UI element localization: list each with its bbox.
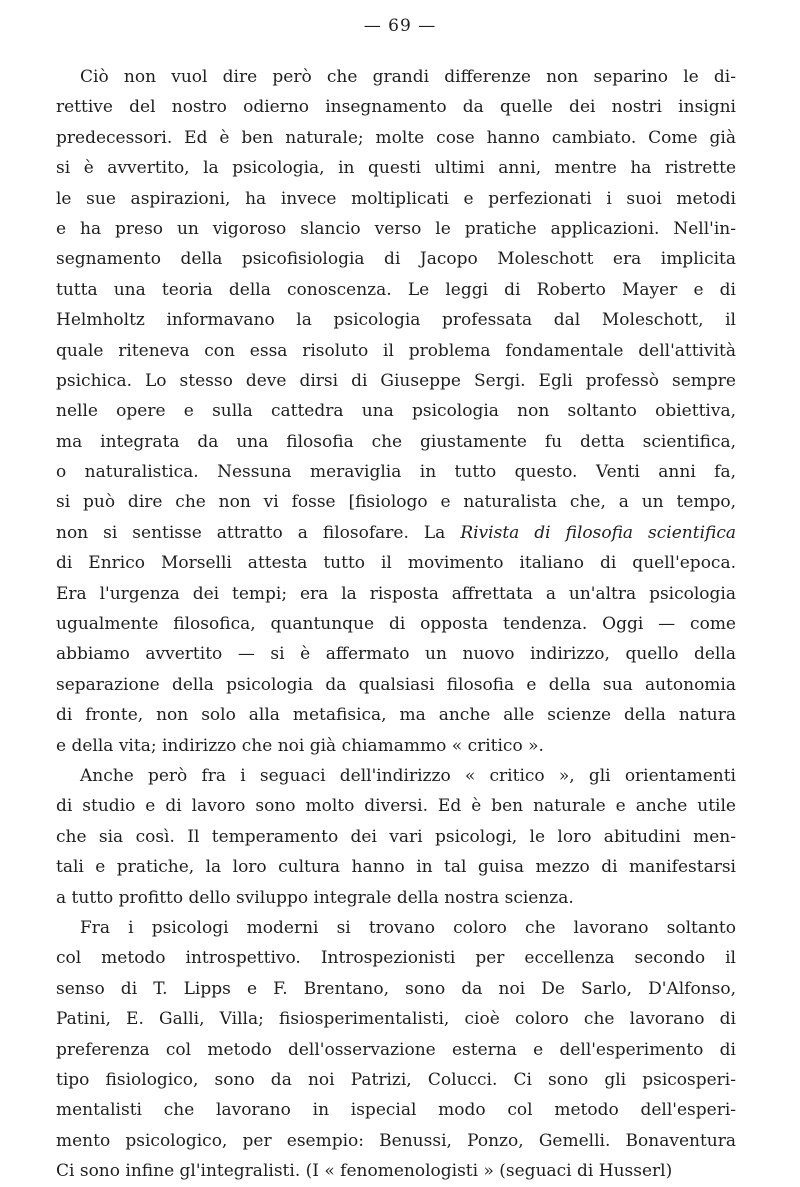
paragraph	[56, 913, 736, 1187]
line-text: che sia così. Il temperamento dei vari psicologi, le loro abitudini men-	[56, 826, 736, 847]
line-text: Patini, E. Galli, Villa; fisiosperimentalisti, cioè coloro che lavorano di	[56, 1009, 736, 1030]
text-line	[56, 153, 736, 183]
line-text: ugualmente filosofica, quantunque di opposta tendenza. Oggi — come	[56, 614, 736, 635]
text-line	[56, 518, 736, 548]
text-line	[56, 548, 736, 578]
text-line	[56, 883, 736, 913]
text-line	[56, 214, 736, 244]
text-line	[56, 609, 736, 639]
paragraph	[56, 761, 736, 913]
text-line	[56, 1156, 736, 1186]
text-line	[56, 275, 736, 305]
line-text: psichica. Lo stesso deve dirsi di Giuseppe Sergi. Egli professò sempre	[56, 370, 736, 391]
line-text: si può dire che non vi fosse [fisiologo e naturalista che, a un tempo,	[56, 492, 736, 513]
line-text: o naturalistica. Nessuna meraviglia in tutto questo. Venti anni fa,	[56, 462, 736, 483]
text-line	[56, 457, 736, 487]
text-line	[56, 1035, 736, 1065]
text-line	[56, 852, 736, 882]
line-text: mento psicologico, per esempio: Benussi, Ponzo, Gemelli. Bonaventura	[56, 1130, 736, 1151]
text-line	[56, 1095, 736, 1125]
text-line	[56, 1004, 736, 1034]
line-text: e ha preso un vigoroso slancio verso le pratiche applicazioni. Nell'in-	[56, 218, 736, 239]
line-text: e della vita; indirizzo che noi già chiamammo « critico ».	[56, 735, 544, 756]
line-text: preferenza col metodo dell'osservazione esterna e dell'esperimento di	[56, 1039, 736, 1060]
line-text: tipo fisiologico, sono da noi Patrizi, Colucci. Ci sono gli psicosperi-	[56, 1069, 736, 1090]
line-text: ma integrata da una filosofia che giustamente fu detta scientifica,	[56, 431, 736, 452]
text-line	[56, 579, 736, 609]
line-text: Anche però fra i seguaci dell'indirizzo « critico », gli orientamenti	[80, 765, 736, 786]
text-line	[56, 1065, 736, 1095]
text-line	[56, 974, 736, 1004]
line-text: di fronte, non solo alla metafisica, ma anche alle scienze della natura	[56, 705, 736, 726]
page-number: — 69 —	[363, 16, 437, 36]
line-text: di studio e di lavoro sono molto diversi. Ed è ben naturale e anche utile	[56, 796, 736, 817]
line-text: Era l'urgenza dei tempi; era la risposta affrettata a un'altra psicologia	[56, 583, 736, 604]
line-text: Ciò non vuol dire però che grandi differenze non separino le di-	[80, 67, 736, 87]
line-text: nelle opere e sulla cattedra una psicologia non soltanto obiettiva,	[56, 401, 736, 422]
text-line	[56, 92, 736, 122]
text-line	[56, 427, 736, 457]
line-text: tali e pratiche, la loro cultura hanno in tal guisa mezzo di manifestarsi	[56, 857, 736, 878]
text-line	[56, 670, 736, 700]
line-text: rettive del nostro odierno insegnamento da quelle dei nostri insigni	[56, 97, 736, 118]
text-line	[56, 396, 736, 426]
line-text: non si sentisse attratto a filosofare. La	[56, 522, 461, 543]
text-line	[56, 639, 736, 669]
text-line	[56, 791, 736, 821]
text-line	[56, 761, 736, 791]
text-line	[56, 1126, 736, 1156]
line-text: quale riteneva con essa risoluto il problema fondamentale dell'attività	[56, 340, 736, 361]
line-text: separazione della psicologia da qualsiasi filosofia e della sua autonomia	[56, 674, 736, 695]
line-text: Fra i psicologi moderni si trovano coloro che lavorano soltanto	[80, 917, 736, 938]
line-text: Ci sono infine gl'integralisti. (I « fenomenologisti » (seguaci di Husserl)	[56, 1161, 673, 1182]
text-line	[56, 336, 736, 366]
line-text: mentalisti che lavorano in ispecial modo col metodo dell'esperi-	[56, 1100, 736, 1121]
line-text: segnamento della psicofisiologia di Jacopo Moleschott era implicita	[56, 249, 736, 270]
text-line	[56, 366, 736, 396]
text-line	[56, 487, 736, 517]
line-text: di Enrico Morselli attesta tutto il movimento italiano di quell'epoca.	[56, 553, 736, 574]
line-text: Helmholtz informavano la psicologia professata dal Moleschott, il	[56, 310, 736, 331]
line-text: tutta una teoria della conoscenza. Le leggi di Roberto Mayer e di	[56, 279, 736, 300]
text-line	[56, 822, 736, 852]
line-text: abbiamo avvertito — si è affermato un nuovo indirizzo, quello della	[56, 644, 736, 665]
line-text: predecessori. Ed è ben naturale; molte cose hanno cambiato. Come già	[56, 127, 736, 148]
text-line	[56, 700, 736, 730]
text-line	[56, 305, 736, 335]
text-line	[56, 62, 736, 92]
text-line	[56, 184, 736, 214]
text-line	[56, 943, 736, 973]
line-text: col metodo introspettivo. Introspezionisti per eccellenza secondo il	[56, 948, 736, 969]
line-text: le sue aspirazioni, ha invece moltiplicati e perfezionati i suoi metodi	[56, 188, 736, 209]
text-line	[56, 123, 736, 153]
text-line	[56, 731, 736, 761]
line-text: a tutto profitto dello sviluppo integrale della nostra scienza.	[56, 887, 574, 908]
italic-title: Rivista di filosofia scientifica	[460, 522, 736, 543]
paragraph	[56, 62, 736, 761]
text-line	[56, 244, 736, 274]
body-text	[56, 62, 736, 1186]
line-text: si è avvertito, la psicologia, in questi ultimi anni, mentre ha ristrette	[56, 158, 736, 179]
text-line	[56, 913, 736, 943]
line-text: senso di T. Lipps e F. Brentano, sono da noi De Sarlo, D'Alfonso,	[56, 978, 736, 999]
